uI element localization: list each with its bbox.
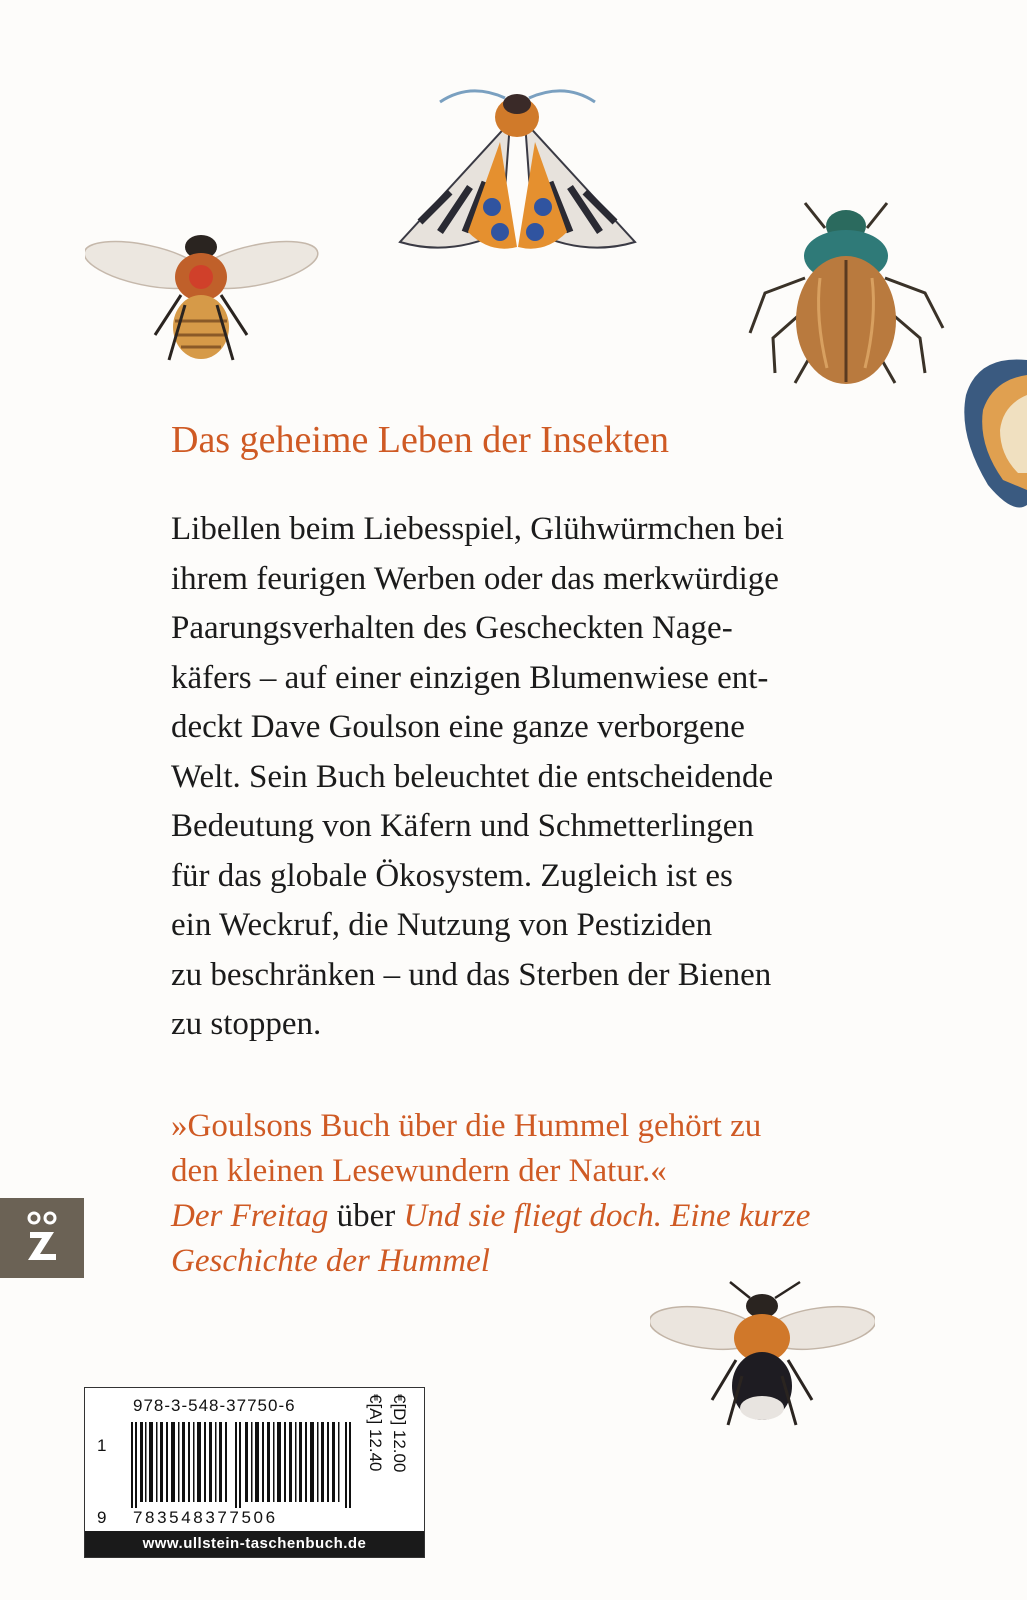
barcode-digits: 783548377506 (133, 1508, 278, 1527)
quote-line: den kleinen Lesewundern der Natur.« (171, 1153, 667, 1189)
blurb-line: Libellen beim Liebesspiel, Glühwürmchen bei (171, 511, 785, 547)
blurb-line: Welt. Sein Buch beleuchtet die entscheidende (171, 758, 774, 795)
barcode-bars (131, 1422, 351, 1508)
blurb-line: zu beschränken – und das Sterben der Bienen (171, 956, 772, 993)
publisher-website: www.ullstein-taschenbuch.de (85, 1531, 424, 1557)
press-quote (171, 1104, 971, 1284)
isbn-number: 978-3-548-37750-6 (133, 1396, 296, 1415)
barcode-addon-digit: 1 (97, 1436, 107, 1455)
quote-source-connector: über (328, 1198, 404, 1234)
price-austria: €[A] 12.40 (366, 1394, 385, 1472)
moth-icon (390, 82, 645, 262)
blurb-line: deckt Dave Goulson eine ganze verborgene (171, 709, 745, 745)
blurb-line: zu stoppen. (171, 1006, 322, 1042)
quote-book-title-cont: Geschichte der Hummel (171, 1243, 490, 1279)
blurb-line: Paarungsverhalten des Gescheckten Nage- (171, 610, 733, 646)
blurb-line: für das globale Ökosystem. Zugleich ist es (171, 857, 733, 894)
barcode-lead-digit: 9 (97, 1508, 107, 1527)
beetle-icon (745, 198, 950, 403)
quote-line: »Goulsons Buch über die Hummel gehört zu (171, 1108, 762, 1144)
quote-source (171, 1194, 971, 1239)
blurb-line: käfers – auf einer einzigen Blumenwiese ent- (171, 659, 769, 696)
wing-icon (958, 355, 1027, 515)
blurb-line: ein Weckruf, die Nutzung von Pestiziden (171, 907, 713, 943)
blurb-line: Bedeutung von Käfern und Schmetterlingen (171, 808, 754, 844)
barcode-label (84, 1387, 425, 1558)
blurb-line: ihrem feurigen Werben oder das merkwürdige (171, 560, 779, 597)
quote-publication: Der Freitag (171, 1198, 329, 1234)
quote-book-title: Und sie fliegt doch. Eine kurze (403, 1198, 811, 1234)
price-germany: €[D] 12.00 (390, 1394, 409, 1473)
bumblebee-icon (650, 1280, 875, 1430)
blurb-text (171, 505, 931, 1050)
publisher-logo-icon (0, 1198, 84, 1278)
book-subtitle-heading: Das geheime Leben der Insekten (171, 419, 670, 461)
bee-icon (85, 225, 320, 370)
